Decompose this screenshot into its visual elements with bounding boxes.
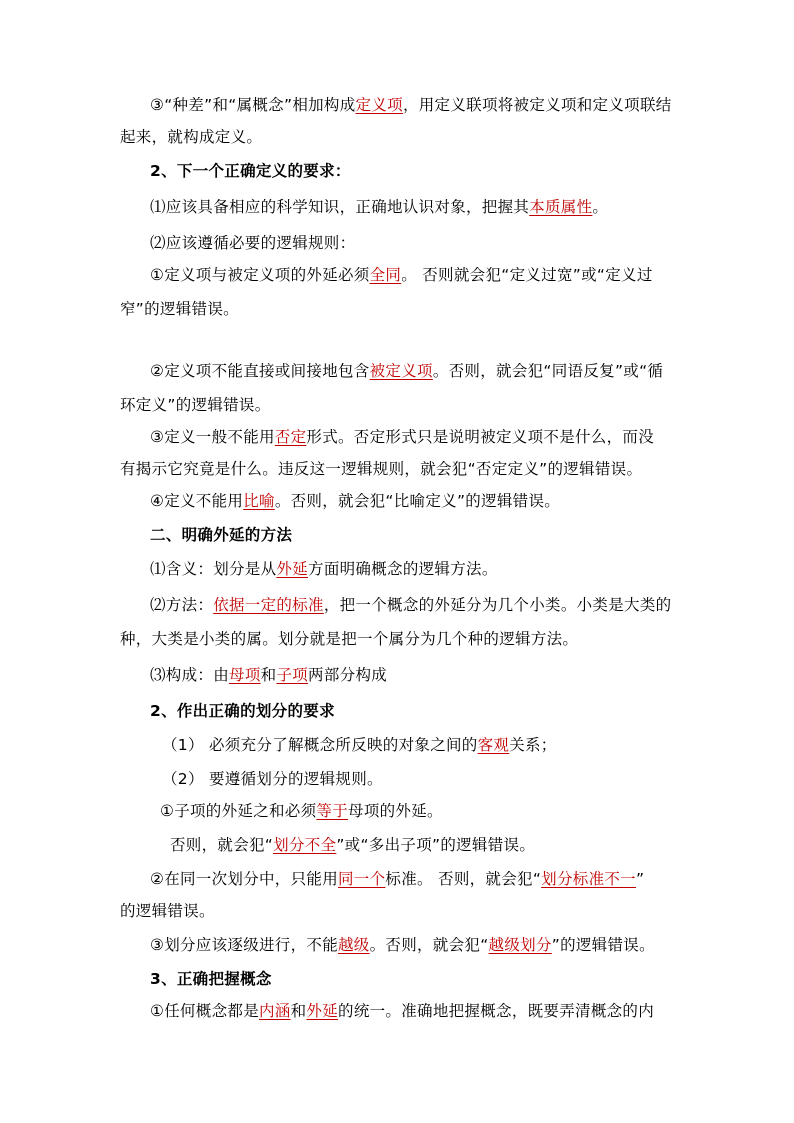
text-line: [150, 232, 355, 254]
text-span: 环定义”的逻辑错误。: [120, 396, 271, 414]
text-span: ③定义一般不能用: [150, 428, 275, 446]
section-heading: [150, 160, 351, 182]
text-span: 。否则，就会犯“比喻定义”的逻辑错误。: [274, 492, 561, 510]
text-line: [150, 594, 671, 616]
key-term: 客观: [477, 736, 510, 754]
text-span: 母项的外延。: [348, 802, 443, 820]
text-span: 形式。否定形式只是说明被定义项不是什么，而没: [306, 428, 655, 446]
section-heading: [150, 700, 335, 722]
text-line: [150, 94, 672, 116]
text-line: [150, 490, 560, 512]
text-span: ④定义不能用: [150, 492, 244, 510]
key-term: 子项: [276, 666, 309, 684]
text-line: [150, 868, 644, 890]
key-term: 外延: [276, 560, 309, 578]
text-line: [150, 1000, 654, 1022]
text-line: [160, 800, 443, 822]
text-line: [150, 558, 498, 580]
key-term: 等于: [316, 802, 349, 820]
key-term: 越级划分: [488, 936, 552, 954]
text-line: [150, 426, 654, 448]
text-line: [120, 900, 215, 922]
text-line: [150, 934, 655, 956]
key-term: 越级: [338, 936, 370, 954]
text-line: [120, 394, 271, 416]
text-span: 有揭示它究竟是什么。违反这一逻辑规则，就会犯“否定定义”的逻辑错误。: [120, 460, 643, 478]
text-line: [150, 360, 663, 382]
text-line: [150, 664, 387, 686]
section-heading: [150, 968, 272, 990]
text-span: 方面明确概念的逻辑方法。: [308, 560, 498, 578]
text-span: 和: [260, 666, 277, 684]
text-span: 种，大类是小类的属。划分就是把一个属分为几个种的逻辑方法。: [120, 630, 579, 648]
text-span: ，把一个概念的外延分为几个小类。小类是大类的: [323, 596, 672, 614]
text-span: 两部分构成: [308, 666, 388, 684]
text-span: 2、作出正确的划分的要求: [150, 702, 335, 720]
text-span: 3、正确把握概念: [150, 970, 272, 988]
text-span: ②定义项不能直接或间接地包含: [150, 362, 370, 380]
text-span: 起来，就构成定义。: [120, 128, 263, 146]
text-span: ②在同一次划分中，只能用: [150, 870, 338, 888]
text-span: 窄”的逻辑错误。: [120, 300, 239, 318]
key-term: 划分标准不一: [541, 870, 636, 888]
text-span: 。: [592, 198, 609, 216]
key-term: 母项: [229, 666, 261, 684]
text-line: [120, 628, 578, 650]
text-span: 否则，就会犯“: [170, 836, 274, 854]
text-span: （2） 要遵循划分的逻辑规则。: [162, 770, 383, 788]
key-term: 比喻: [243, 492, 275, 510]
text-span: 和: [290, 1002, 307, 1020]
text-span: ，用定义联项将被定义项和定义项联结: [402, 96, 672, 114]
text-span: ③“种差”和“属概念”相加构成: [150, 96, 356, 114]
text-line: [120, 126, 262, 148]
section-heading: [150, 524, 292, 546]
text-span: （1） 必须充分了解概念所反映的对象之间的: [162, 736, 478, 754]
key-term: 内涵: [259, 1002, 291, 1020]
key-term: 本质属性: [529, 198, 593, 216]
text-span: 。否则，就会犯“: [369, 936, 489, 954]
key-term: 划分不全: [273, 836, 337, 854]
text-line: [150, 264, 653, 286]
text-span: 二、明确外延的方法: [150, 526, 293, 544]
text-span: ⑵应该遵循必要的逻辑规则：: [150, 234, 356, 252]
text-line: [150, 196, 608, 218]
key-term: 同一个: [338, 870, 386, 888]
text-span: ⑶构成：由: [150, 666, 230, 684]
text-span: ①任何概念都是: [150, 1002, 259, 1020]
key-term: 被定义项: [369, 362, 433, 380]
text-span: 的逻辑错误。: [120, 902, 215, 920]
text-span: ③划分应该逐级进行，不能: [150, 936, 338, 954]
text-line: [120, 458, 642, 480]
text-span: ”的逻辑错误。: [551, 936, 655, 954]
key-term: 外延: [306, 1002, 339, 1020]
text-span: 。否则，就会犯“同语反复”或“循: [432, 362, 664, 380]
text-span: ⑵方法：: [150, 596, 214, 614]
text-span: ”或“多出子项”的逻辑错误。: [336, 836, 536, 854]
text-line: [162, 768, 383, 790]
text-span: ⑴应该具备相应的科学知识，正确地认识对象，把握其: [150, 198, 530, 216]
key-term: 否定: [274, 428, 307, 446]
text-span: 。 否则就会犯“定义过宽”或“定义过: [401, 266, 653, 284]
text-span: 关系；: [509, 736, 557, 754]
text-span: ①子项的外延之和必须: [160, 802, 317, 820]
text-line: [162, 734, 557, 756]
text-line: [170, 834, 535, 856]
text-span: ①定义项与被定义项的外延必须: [150, 266, 370, 284]
key-term: 定义项: [355, 96, 403, 114]
text-span: 的统一。准确地把握概念，既要弄清概念的内: [338, 1002, 655, 1020]
text-span: ”: [635, 870, 645, 888]
text-span: 标准。 否则，就会犯“: [385, 870, 542, 888]
text-span: ⑴含义：划分是从: [150, 560, 277, 578]
text-line: [120, 298, 239, 320]
key-term: 依据一定的标准: [213, 596, 324, 614]
text-span: 2、下一个正确定义的要求：: [150, 162, 351, 180]
key-term: 全同: [369, 266, 402, 284]
